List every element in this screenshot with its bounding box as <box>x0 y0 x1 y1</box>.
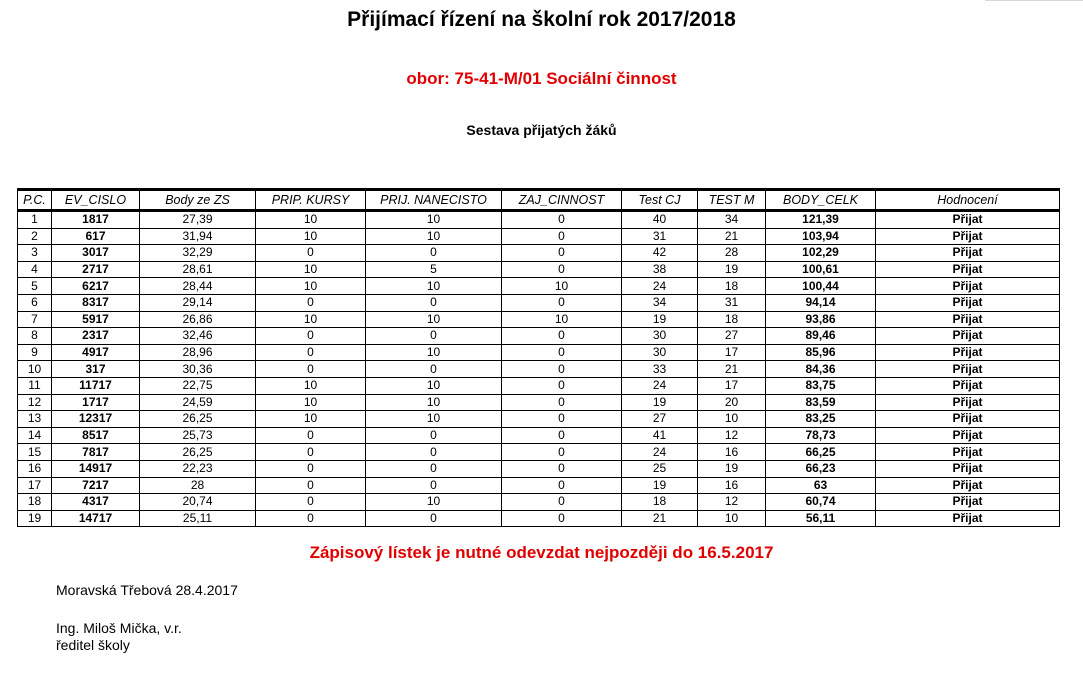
table-cell: 18 <box>698 278 766 295</box>
table-cell: 16 <box>698 477 766 494</box>
table-cell: 1 <box>18 211 52 229</box>
table-cell: 25 <box>622 460 698 477</box>
table-cell: 32,29 <box>140 245 256 262</box>
table-cell: 1717 <box>52 394 140 411</box>
table-cell: 27,39 <box>140 211 256 229</box>
table-cell: 83,25 <box>766 411 876 428</box>
table-cell: 20 <box>698 394 766 411</box>
table-cell: 26,86 <box>140 311 256 328</box>
table-cell: 0 <box>256 477 366 494</box>
table-cell: 10 <box>256 411 366 428</box>
table-cell: 24 <box>622 444 698 461</box>
column-header: ZAJ_CINNOST <box>502 190 622 211</box>
table-cell: 85,96 <box>766 344 876 361</box>
table-cell: 0 <box>366 444 502 461</box>
table-cell: 10 <box>698 510 766 527</box>
table-cell: 617 <box>52 228 140 245</box>
signature-name: Ing. Miloš Mička, v.r. <box>56 620 182 636</box>
table-cell: 0 <box>502 294 622 311</box>
table-cell: Přijat <box>876 344 1060 361</box>
table-cell: 12 <box>698 494 766 511</box>
table-cell: 66,23 <box>766 460 876 477</box>
table-cell: 17 <box>18 477 52 494</box>
table-cell: 28,96 <box>140 344 256 361</box>
table-cell: 27 <box>698 328 766 345</box>
column-header: PRIP. KURSY <box>256 190 366 211</box>
table-cell: 4317 <box>52 494 140 511</box>
table-cell: 18 <box>698 311 766 328</box>
table-cell: 19 <box>698 261 766 278</box>
table-cell: 0 <box>256 328 366 345</box>
table-cell: 3 <box>18 245 52 262</box>
table-cell: 10 <box>256 261 366 278</box>
table-cell: 89,46 <box>766 328 876 345</box>
table-cell: 10 <box>256 311 366 328</box>
table-cell: 2 <box>18 228 52 245</box>
table-cell: 0 <box>256 510 366 527</box>
table-cell: 100,44 <box>766 278 876 295</box>
table-cell: 24 <box>622 278 698 295</box>
table-cell: 2717 <box>52 261 140 278</box>
table-cell: 0 <box>256 361 366 378</box>
table-cell: 17 <box>698 344 766 361</box>
table-cell: 0 <box>502 510 622 527</box>
table-cell: 0 <box>256 460 366 477</box>
table-cell: Přijat <box>876 427 1060 444</box>
table-cell: 28,61 <box>140 261 256 278</box>
table-cell: 0 <box>502 427 622 444</box>
table-cell: 0 <box>256 245 366 262</box>
table-cell: 10 <box>256 278 366 295</box>
table-cell: 28 <box>140 477 256 494</box>
table-header-row <box>18 190 1060 211</box>
table-cell: 10 <box>502 311 622 328</box>
table-cell: 28,44 <box>140 278 256 295</box>
table-cell: 0 <box>366 510 502 527</box>
table-cell: 31,94 <box>140 228 256 245</box>
table-cell: 16 <box>698 444 766 461</box>
table-cell: 7817 <box>52 444 140 461</box>
table-row <box>18 228 1060 245</box>
table-cell: 6 <box>18 294 52 311</box>
table-cell: 9 <box>18 344 52 361</box>
table-cell: 100,61 <box>766 261 876 278</box>
table-cell: Přijat <box>876 294 1060 311</box>
table-cell: 31 <box>698 294 766 311</box>
table-cell: 0 <box>502 328 622 345</box>
table-cell: 8317 <box>52 294 140 311</box>
table-cell: 19 <box>622 477 698 494</box>
table-cell: 0 <box>256 294 366 311</box>
table-cell: 38 <box>622 261 698 278</box>
table-cell: Přijat <box>876 261 1060 278</box>
table-cell: 84,36 <box>766 361 876 378</box>
table-cell: 10 <box>366 211 502 229</box>
table-cell: 10 <box>256 377 366 394</box>
table-cell: Přijat <box>876 394 1060 411</box>
table-cell: 24 <box>622 377 698 394</box>
table-cell: 26,25 <box>140 444 256 461</box>
table-cell: 0 <box>502 460 622 477</box>
table-row <box>18 311 1060 328</box>
table-row <box>18 211 1060 229</box>
table-cell: 0 <box>502 261 622 278</box>
table-cell: 34 <box>622 294 698 311</box>
table-cell: 83,75 <box>766 377 876 394</box>
table-cell: 27 <box>622 411 698 428</box>
table-cell: 40 <box>622 211 698 229</box>
table-row <box>18 427 1060 444</box>
table-cell: 0 <box>502 377 622 394</box>
table-cell: 0 <box>502 477 622 494</box>
table-cell: 0 <box>366 427 502 444</box>
table-cell: 14917 <box>52 460 140 477</box>
table-cell: 5917 <box>52 311 140 328</box>
table-cell: 0 <box>502 411 622 428</box>
table-cell: 12317 <box>52 411 140 428</box>
table-cell: 0 <box>502 494 622 511</box>
table-cell: 0 <box>256 344 366 361</box>
table-cell: 10 <box>18 361 52 378</box>
table-cell: 20,74 <box>140 494 256 511</box>
table-row <box>18 394 1060 411</box>
table-cell: 0 <box>366 294 502 311</box>
table-cell: 1817 <box>52 211 140 229</box>
table-cell: Přijat <box>876 460 1060 477</box>
table-cell: 32,46 <box>140 328 256 345</box>
table-cell: 42 <box>622 245 698 262</box>
table-row <box>18 294 1060 311</box>
table-cell: 25,11 <box>140 510 256 527</box>
table-cell: Přijat <box>876 278 1060 295</box>
table-cell: 24,59 <box>140 394 256 411</box>
table-cell: 16 <box>18 460 52 477</box>
table-cell: 0 <box>502 228 622 245</box>
table-cell: 12 <box>698 427 766 444</box>
table-cell: 22,75 <box>140 377 256 394</box>
table-cell: 5 <box>18 278 52 295</box>
deadline-notice: Zápisový lístek je nutné odevzdat nejpozději do 16.5.2017 <box>309 543 774 562</box>
table-cell: 19 <box>698 460 766 477</box>
table-row <box>18 510 1060 527</box>
table-cell: Přijat <box>876 444 1060 461</box>
table-row <box>18 344 1060 361</box>
table-row <box>18 328 1060 345</box>
table-cell: 0 <box>502 344 622 361</box>
table-row <box>18 460 1060 477</box>
table-cell: 13 <box>18 411 52 428</box>
table-cell: 0 <box>256 444 366 461</box>
table-cell: 19 <box>18 510 52 527</box>
table-cell: Přijat <box>876 311 1060 328</box>
table-cell: 31 <box>622 228 698 245</box>
table-cell: 10 <box>256 211 366 229</box>
table-cell: 0 <box>366 361 502 378</box>
table-cell: 28 <box>698 245 766 262</box>
admitted-students-table <box>17 188 1060 527</box>
report-name: Sestava přijatých žáků <box>466 122 617 138</box>
table-cell: 21 <box>698 228 766 245</box>
table-cell: Přijat <box>876 328 1060 345</box>
table-cell: 7217 <box>52 477 140 494</box>
table-row <box>18 494 1060 511</box>
table-cell: 26,25 <box>140 411 256 428</box>
table-cell: 6217 <box>52 278 140 295</box>
table-cell: 18 <box>18 494 52 511</box>
table-cell: 11717 <box>52 377 140 394</box>
table-row <box>18 444 1060 461</box>
table-cell: 11 <box>18 377 52 394</box>
table-cell: 5 <box>366 261 502 278</box>
table-cell: 34 <box>698 211 766 229</box>
table-row <box>18 278 1060 295</box>
table-cell: 93,86 <box>766 311 876 328</box>
table-cell: 30 <box>622 344 698 361</box>
column-header: Body ze ZS <box>140 190 256 211</box>
place-date: Moravská Třebová 28.4.2017 <box>56 582 238 598</box>
table-cell: 10 <box>366 228 502 245</box>
table-cell: 10 <box>366 377 502 394</box>
table-cell: 8517 <box>52 427 140 444</box>
page-title: Přijímací řízení na školní rok 2017/2018 <box>347 8 736 31</box>
table-cell: 14717 <box>52 510 140 527</box>
table-cell: 56,11 <box>766 510 876 527</box>
table-cell: 63 <box>766 477 876 494</box>
table-cell: 317 <box>52 361 140 378</box>
table-cell: 25,73 <box>140 427 256 444</box>
table-cell: 83,59 <box>766 394 876 411</box>
table-row <box>18 377 1060 394</box>
table-cell: Přijat <box>876 477 1060 494</box>
column-header: P.C. <box>18 190 52 211</box>
column-header: EV_CISLO <box>52 190 140 211</box>
table-cell: 10 <box>366 344 502 361</box>
table-cell: 60,74 <box>766 494 876 511</box>
table-cell: 19 <box>622 394 698 411</box>
table-cell: Přijat <box>876 411 1060 428</box>
table-cell: 103,94 <box>766 228 876 245</box>
table-cell: Přijat <box>876 245 1060 262</box>
table-cell: 10 <box>366 394 502 411</box>
table-cell: 0 <box>366 245 502 262</box>
table-cell: 19 <box>622 311 698 328</box>
table-cell: Přijat <box>876 228 1060 245</box>
table-cell: 21 <box>622 510 698 527</box>
column-header: PRIJ. NANECISTO <box>366 190 502 211</box>
signature-role: ředitel školy <box>56 637 130 653</box>
table-cell: 10 <box>502 278 622 295</box>
table-cell: Přijat <box>876 494 1060 511</box>
column-header: Hodnocení <box>876 190 1060 211</box>
column-header: Test CJ <box>622 190 698 211</box>
table-row <box>18 261 1060 278</box>
table-cell: 66,25 <box>766 444 876 461</box>
table-cell: 30 <box>622 328 698 345</box>
table-cell: 0 <box>366 477 502 494</box>
table-row <box>18 245 1060 262</box>
table-cell: 10 <box>366 278 502 295</box>
table-cell: 29,14 <box>140 294 256 311</box>
table-cell: 7 <box>18 311 52 328</box>
table-cell: 0 <box>502 394 622 411</box>
table-cell: 3017 <box>52 245 140 262</box>
table-cell: 0 <box>256 494 366 511</box>
table-cell: 4 <box>18 261 52 278</box>
table-cell: 10 <box>366 411 502 428</box>
table-cell: 30,36 <box>140 361 256 378</box>
table-row <box>18 411 1060 428</box>
table-cell: 21 <box>698 361 766 378</box>
table-cell: Přijat <box>876 377 1060 394</box>
page-corner-line <box>985 0 1083 1</box>
table-cell: 2317 <box>52 328 140 345</box>
table-cell: 15 <box>18 444 52 461</box>
table-cell: 94,14 <box>766 294 876 311</box>
table-cell: 0 <box>502 444 622 461</box>
table-row <box>18 361 1060 378</box>
table-cell: 0 <box>502 245 622 262</box>
table-cell: 10 <box>366 494 502 511</box>
table-cell: 8 <box>18 328 52 345</box>
table-cell: 22,23 <box>140 460 256 477</box>
table-cell: 0 <box>366 460 502 477</box>
table-cell: 0 <box>366 328 502 345</box>
table-body <box>18 211 1060 527</box>
table-cell: 102,29 <box>766 245 876 262</box>
table-cell: 121,39 <box>766 211 876 229</box>
table-cell: Přijat <box>876 361 1060 378</box>
column-header: BODY_CELK <box>766 190 876 211</box>
field-of-study-subtitle: obor: 75-41-M/01 Sociální činnost <box>406 69 677 88</box>
table-cell: 78,73 <box>766 427 876 444</box>
table-cell: 10 <box>256 228 366 245</box>
table-cell: 12 <box>18 394 52 411</box>
table-cell: 0 <box>502 211 622 229</box>
column-header: TEST M <box>698 190 766 211</box>
table-cell: 10 <box>698 411 766 428</box>
table-cell: 17 <box>698 377 766 394</box>
table-cell: 41 <box>622 427 698 444</box>
table-row <box>18 477 1060 494</box>
table-cell: 0 <box>502 361 622 378</box>
table-cell: 4917 <box>52 344 140 361</box>
table-cell: 14 <box>18 427 52 444</box>
table-cell: Přijat <box>876 211 1060 229</box>
table-cell: 33 <box>622 361 698 378</box>
table-cell: Přijat <box>876 510 1060 527</box>
table-cell: 0 <box>256 427 366 444</box>
table-cell: 10 <box>256 394 366 411</box>
table-cell: 18 <box>622 494 698 511</box>
table-cell: 10 <box>366 311 502 328</box>
